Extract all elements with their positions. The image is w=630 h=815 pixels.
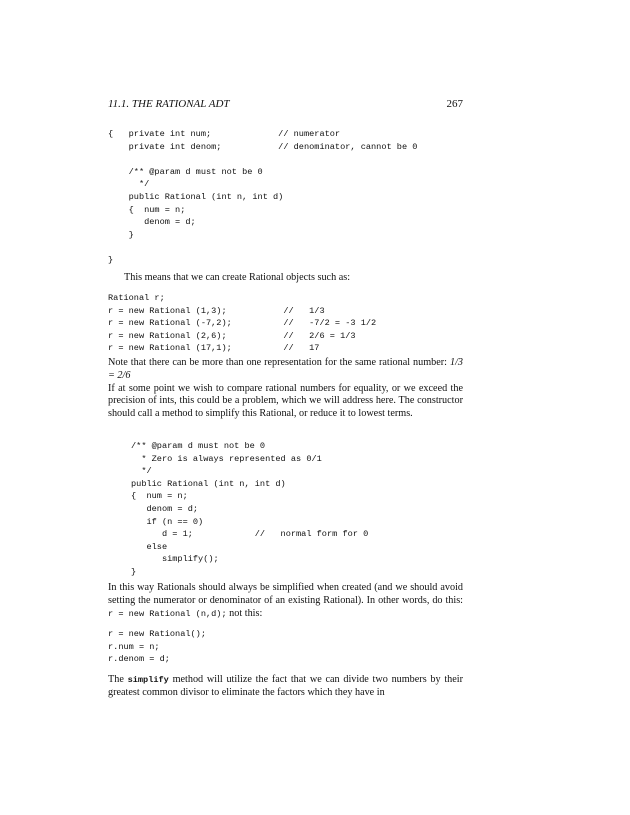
paragraph-simplify-method [108, 674, 463, 700]
code-block-examples: Rational r; r = new Rational (1,3); // 1/3 r = new Rational (-7,2); // -7/2 = -3 1/2 r = new Rational (2,6); // 2/6 = 1/3 r = new Rational (17,1); // 17 [108, 293, 377, 354]
keyword-simplify: simplify [127, 675, 169, 685]
inline-code-new-rational: r = new Rational (n,d); [108, 608, 227, 619]
code-block-constructor: /** @param d must not be 0 * Zero is always represented as 0/1 */ public Rational (int n, int d) { num = n; denom = d; if (n == 0) d = 1; // normal form for 0 else simplify(); } [131, 441, 369, 577]
math-equation: 1/3 = 2/6 [108, 357, 463, 381]
code-block-bad-example: r = new Rational(); r.num = n; r.denom = d; [108, 629, 206, 665]
para4-lead: The [108, 674, 128, 685]
paragraph-representation [108, 357, 463, 421]
section-title: 11.1. THE RATIONAL ADT [108, 98, 230, 110]
para4-text: method will utilize the fact that we can divide two numbers by their greatest common divisor to eliminate the factors which they have in [108, 674, 463, 698]
para3-tail: not this: [226, 607, 263, 619]
code-block-class-fields: { private int num; // numerator private int denom; // denominator, cannot be 0 /** @param d must not be 0 */ public Rational (int n, int d) { num = n; denom = d; } } [108, 129, 418, 265]
para2-line1: Note that there can be more than one representation for the same rational number: [108, 357, 450, 368]
paragraph-rational-objects: This means that we can create Rational objects such as: [124, 272, 351, 283]
para2-rest: If at some point we wish to compare rational numbers for equality, or we exceed the precision of ints, this could be a problem, which we will address here. The constructor should call a method to simplify this Rational, or reduce it to lowest terms. [108, 382, 463, 420]
para3-text: In this way Rationals should always be simplified when created (and we should avoid setting the numerator or denominator of an existing Rational). In other words, do this: [108, 582, 463, 606]
running-header [108, 98, 463, 114]
paragraph-simplified [108, 582, 463, 620]
page-number: 267 [446, 98, 463, 110]
